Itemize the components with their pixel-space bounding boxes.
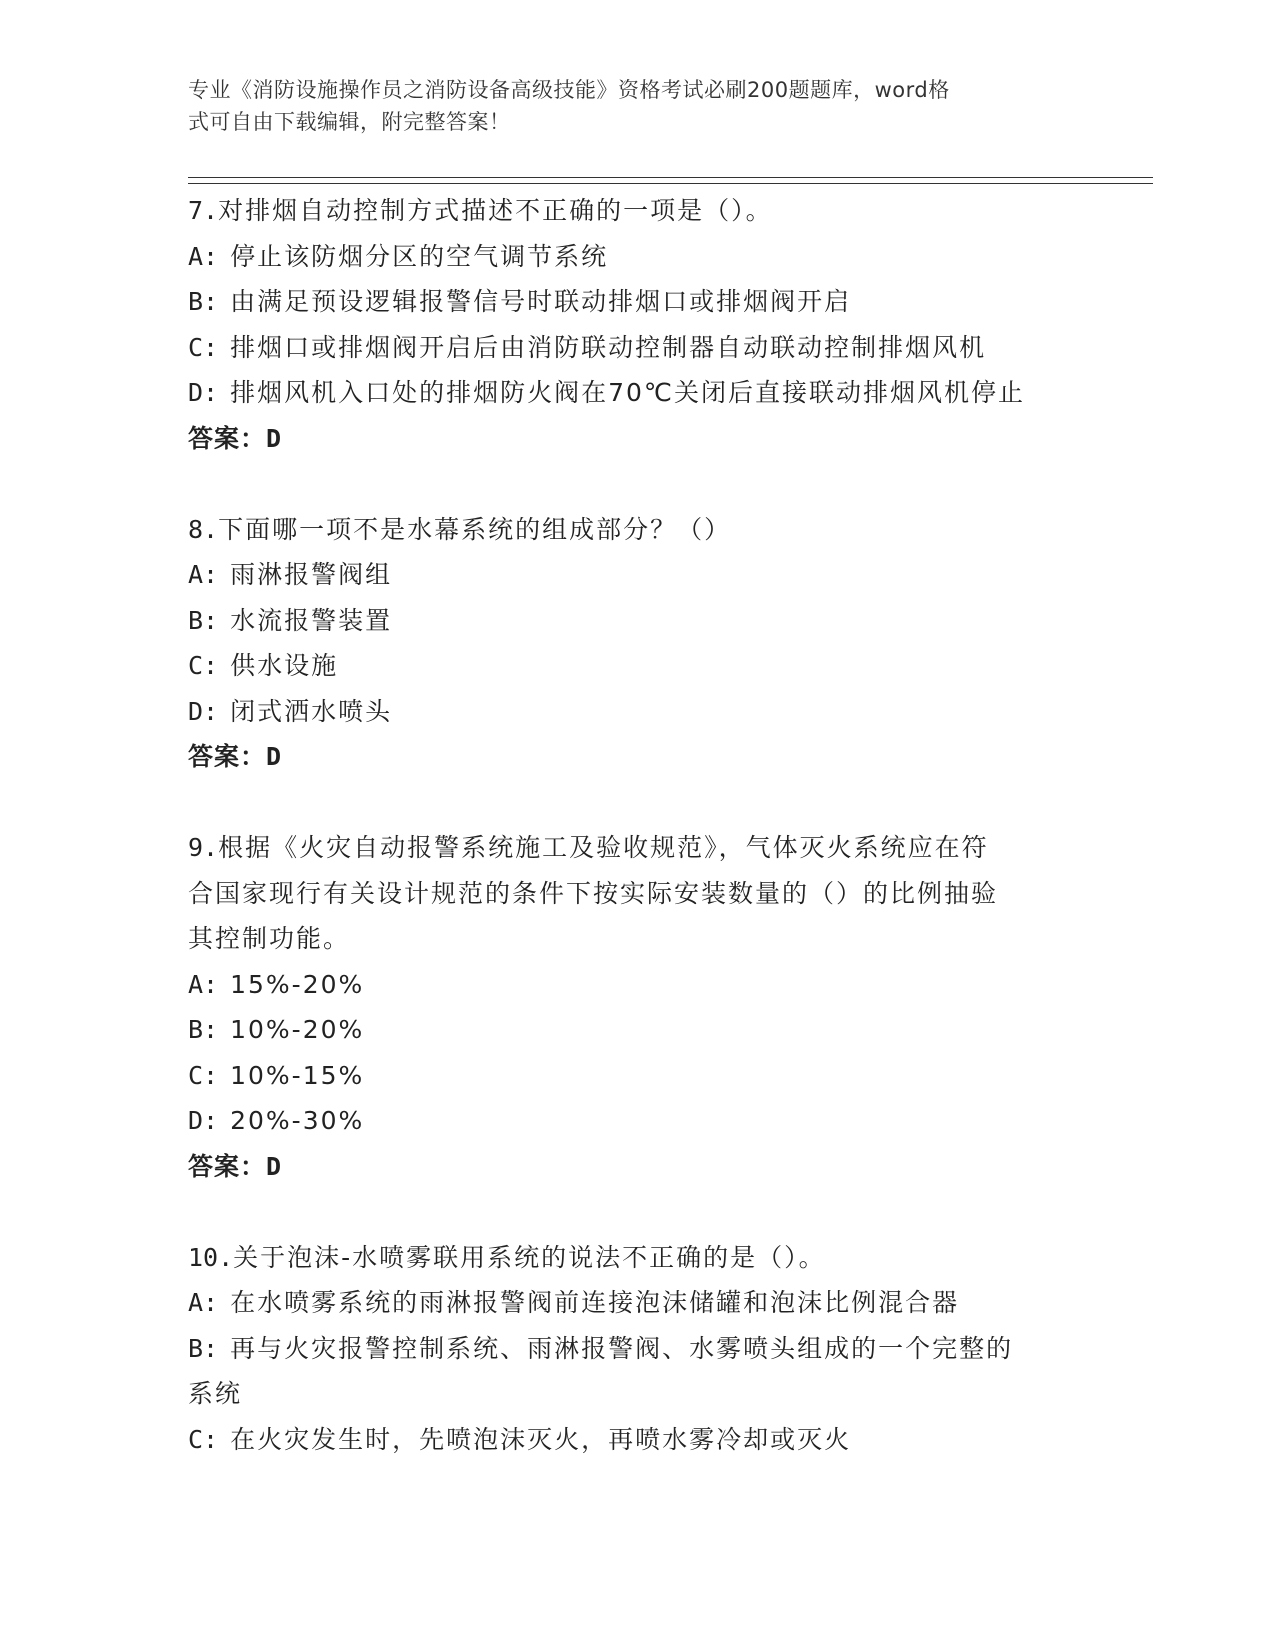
option-text: 再与火灾报警控制系统、雨淋报警阀、水雾喷头组成的一个完整的: [230, 1333, 1014, 1363]
header-divider-top: [188, 177, 1153, 178]
question-number: 9.: [188, 833, 219, 862]
option-c: [188, 325, 1088, 371]
option-text: 10%-20%: [230, 1015, 365, 1044]
option-b: [188, 598, 1088, 644]
answer-label: 答案：: [188, 742, 267, 771]
option-letter: B:: [188, 1015, 219, 1044]
option-text: 15%-20%: [230, 969, 365, 999]
answer-label: 答案：: [188, 423, 267, 453]
option-text: 排烟口或排烟阀开启后由消防联动控制器自动联动控制排烟风机: [230, 332, 987, 362]
answer-line: [188, 734, 1088, 780]
option-c: [188, 1417, 1088, 1463]
option-d: [188, 370, 1088, 416]
option-text: 停止该防烟分区的空气调节系统: [230, 241, 609, 271]
answer-label: 答案：: [188, 1151, 267, 1181]
answer-value: D: [266, 1151, 283, 1181]
option-letter: D:: [188, 378, 219, 407]
option-text: 20%-30%: [230, 1106, 365, 1135]
option-letter: B:: [188, 1333, 219, 1363]
question-text: 根据《火灾自动报警系统施工及验收规范》，气体灭火系统应在符: [218, 833, 989, 862]
document-header: [188, 74, 1068, 138]
question-text: 关于泡沫-水喷雾联用系统的说法不正确的是（）。: [233, 1242, 826, 1272]
option-letter: A:: [188, 241, 219, 271]
option-letter: C:: [188, 332, 219, 362]
header-divider-bottom: [188, 183, 1153, 184]
question-stem-continued: 合国家现行有关设计规范的条件下按实际安装数量的（）的比例抽验: [188, 878, 999, 908]
question-stem: [188, 1235, 1088, 1281]
question-text: 对排烟自动控制方式描述不正确的一项是（）。: [218, 196, 773, 225]
option-a: [188, 234, 1088, 280]
question-stem: [188, 825, 1088, 871]
option-letter: A:: [188, 969, 219, 999]
option-d: [188, 1098, 1088, 1144]
header-line-1: 专业《消防设施操作员之消防设备高级技能》资格考试必刷200题题库，word格: [188, 78, 950, 102]
question-stem: [188, 188, 1088, 234]
option-letter: C:: [188, 1424, 219, 1454]
question-number: 8.: [188, 514, 219, 544]
question-number: 10.: [188, 1242, 234, 1272]
option-letter: B:: [188, 287, 219, 316]
question-number: 7.: [188, 196, 219, 225]
option-b: [188, 1007, 1088, 1053]
question-stem: [188, 507, 1088, 553]
option-letter: A:: [188, 560, 219, 589]
option-text: 雨淋报警阀组: [230, 560, 393, 589]
option-d: [188, 689, 1088, 735]
option-letter: A:: [188, 1288, 219, 1317]
header-line-2: 式可自由下载编辑，附完整答案！: [188, 110, 511, 134]
option-a: [188, 552, 1088, 598]
answer-line: [188, 416, 1088, 462]
question-block-7: [188, 188, 1088, 461]
option-a: [188, 962, 1088, 1008]
option-b-continued: [188, 1371, 1088, 1417]
option-b: [188, 279, 1088, 325]
option-letter: C:: [188, 1060, 219, 1090]
option-a: [188, 1280, 1088, 1326]
option-text: 在火灾发生时，先喷泡沫灭火，再喷水雾冷却或灭火: [230, 1424, 852, 1454]
spacer: [188, 780, 1088, 826]
answer-line: [188, 1144, 1088, 1190]
option-b: [188, 1326, 1088, 1372]
option-c: [188, 643, 1088, 689]
option-letter: B:: [188, 605, 219, 635]
option-letter: D:: [188, 1106, 219, 1135]
spacer: [188, 1189, 1088, 1235]
option-letter: D:: [188, 696, 219, 726]
answer-value: D: [266, 742, 283, 771]
answer-value: D: [266, 423, 283, 453]
question-block-9: [188, 825, 1088, 1189]
question-block-8: [188, 507, 1088, 780]
question-list: [188, 188, 1088, 1462]
option-letter: C:: [188, 651, 219, 680]
option-text: 供水设施: [230, 651, 339, 680]
question-stem-continued: 其控制功能。: [188, 924, 351, 953]
question-text: 下面哪一项不是水幕系统的组成部分？（）: [218, 514, 732, 544]
option-text: 在水喷雾系统的雨淋报警阀前连接泡沫储罐和泡沫比例混合器: [230, 1288, 960, 1317]
option-text: 水流报警装置: [230, 605, 393, 635]
option-text: 系统: [188, 1379, 243, 1408]
option-text: 由满足预设逻辑报警信号时联动排烟口或排烟阀开启: [230, 287, 852, 316]
option-text: 闭式洒水喷头: [230, 696, 393, 726]
spacer: [188, 461, 1088, 507]
option-c: [188, 1053, 1088, 1099]
option-text: 排烟风机入口处的排烟防火阀在70℃关闭后直接联动排烟风机停止: [230, 378, 1025, 407]
question-block-10: [188, 1235, 1088, 1463]
option-text: 10%-15%: [230, 1060, 365, 1090]
